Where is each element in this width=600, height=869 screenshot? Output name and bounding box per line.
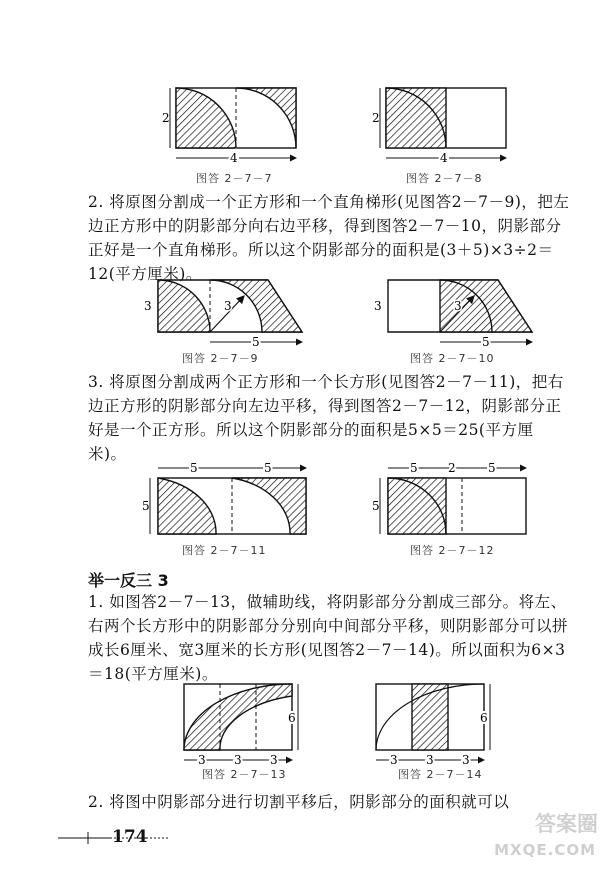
- caption-2-7-7: 图答 2－7－7: [196, 172, 273, 185]
- bottom-label-1: 3: [198, 753, 206, 767]
- caption-2-7-13: 图答 2－7－13: [202, 768, 287, 781]
- figure-2-7-9: [140, 272, 310, 352]
- figure-2-7-7: [160, 80, 310, 168]
- watermark-url: MXQE.COM: [494, 841, 596, 859]
- section-heading: 举一反三 3: [88, 571, 169, 590]
- watermark-brand: 答案圈: [535, 812, 598, 836]
- figure-2-7-11: [140, 460, 320, 542]
- bottom-label-2: 3: [426, 753, 434, 767]
- top-left-label: 5: [190, 461, 198, 475]
- bottom-label-3: 3: [462, 753, 470, 767]
- caption-2-7-9: 图答 2－7－9: [182, 352, 259, 365]
- height-label: 6: [288, 711, 296, 725]
- height-label: 5: [142, 499, 150, 513]
- top-right-label: 5: [264, 461, 272, 475]
- caption-2-7-12: 图答 2－7－12: [410, 544, 495, 557]
- width-label: 4: [230, 151, 238, 165]
- bottom-label-1: 3: [390, 753, 398, 767]
- side-label: 3: [144, 299, 152, 313]
- caption-2-7-14: 图答 2－7－14: [398, 768, 483, 781]
- height-label: 5: [372, 499, 380, 513]
- top-mid-label: 2: [448, 461, 456, 475]
- practice-1-paragraph: 1. 如图答2－7－13，做辅助线，将阴影部分分割成三部分。将左、右两个长方形中的阴影部分分别向中间部分平移，则阴影部分可以拼成长6厘米、宽3厘米的长方形(见图答2－7－14)。所以面积为6×3＝18(平方厘米)。: [88, 593, 569, 683]
- answer-3-paragraph: 3. 将原图分割成两个正方形和一个长方形(见图答2－7－11)，把右边正方形的阴影部分向左边平移，得到图答2－7－12，阴影部分正好是一个正方形。所以这个阴影部分的面积是5×5＝25(平方厘米)。: [88, 373, 564, 463]
- figure-2-7-10: [370, 272, 540, 352]
- top-left-label: 5: [410, 461, 418, 475]
- figure-2-7-12: [370, 460, 550, 542]
- caption-2-7-8: 图答 2－7－8: [406, 172, 483, 185]
- height-label: 2: [372, 111, 380, 125]
- width-label: 5: [482, 335, 490, 349]
- side-label: 3: [374, 299, 382, 313]
- radius-label: 3: [454, 299, 462, 313]
- caption-2-7-10: 图答 2－7－10: [410, 352, 495, 365]
- page-number: 174: [112, 827, 148, 847]
- bottom-label-3: 3: [270, 753, 278, 767]
- height-label: 2: [162, 111, 170, 125]
- bottom-label-2: 3: [234, 753, 242, 767]
- figure-2-7-8: [370, 80, 520, 168]
- width-label: 5: [252, 335, 260, 349]
- answer-2-paragraph: 2. 将原图分割成一个正方形和一个直角梯形(见图答2－7－9)，把左边正方形中的阴影部分向右边平移，得到图答2－7－10，阴影部分正好是一个直角梯形。所以这个阴影部分的面积是(3＋5)×3÷2＝12(平方厘米)。: [88, 193, 570, 283]
- figure-2-7-13: [176, 678, 306, 770]
- figure-2-7-14: [368, 678, 498, 770]
- height-label: 6: [480, 711, 488, 725]
- practice-2-paragraph: 2. 将图中阴影部分进行切割平移后，阴影部分的面积就可以: [88, 793, 510, 811]
- radius-label: 3: [224, 299, 232, 313]
- caption-2-7-11: 图答 2－7－11: [182, 544, 267, 557]
- top-right-label: 5: [488, 461, 496, 475]
- width-label: 4: [440, 151, 448, 165]
